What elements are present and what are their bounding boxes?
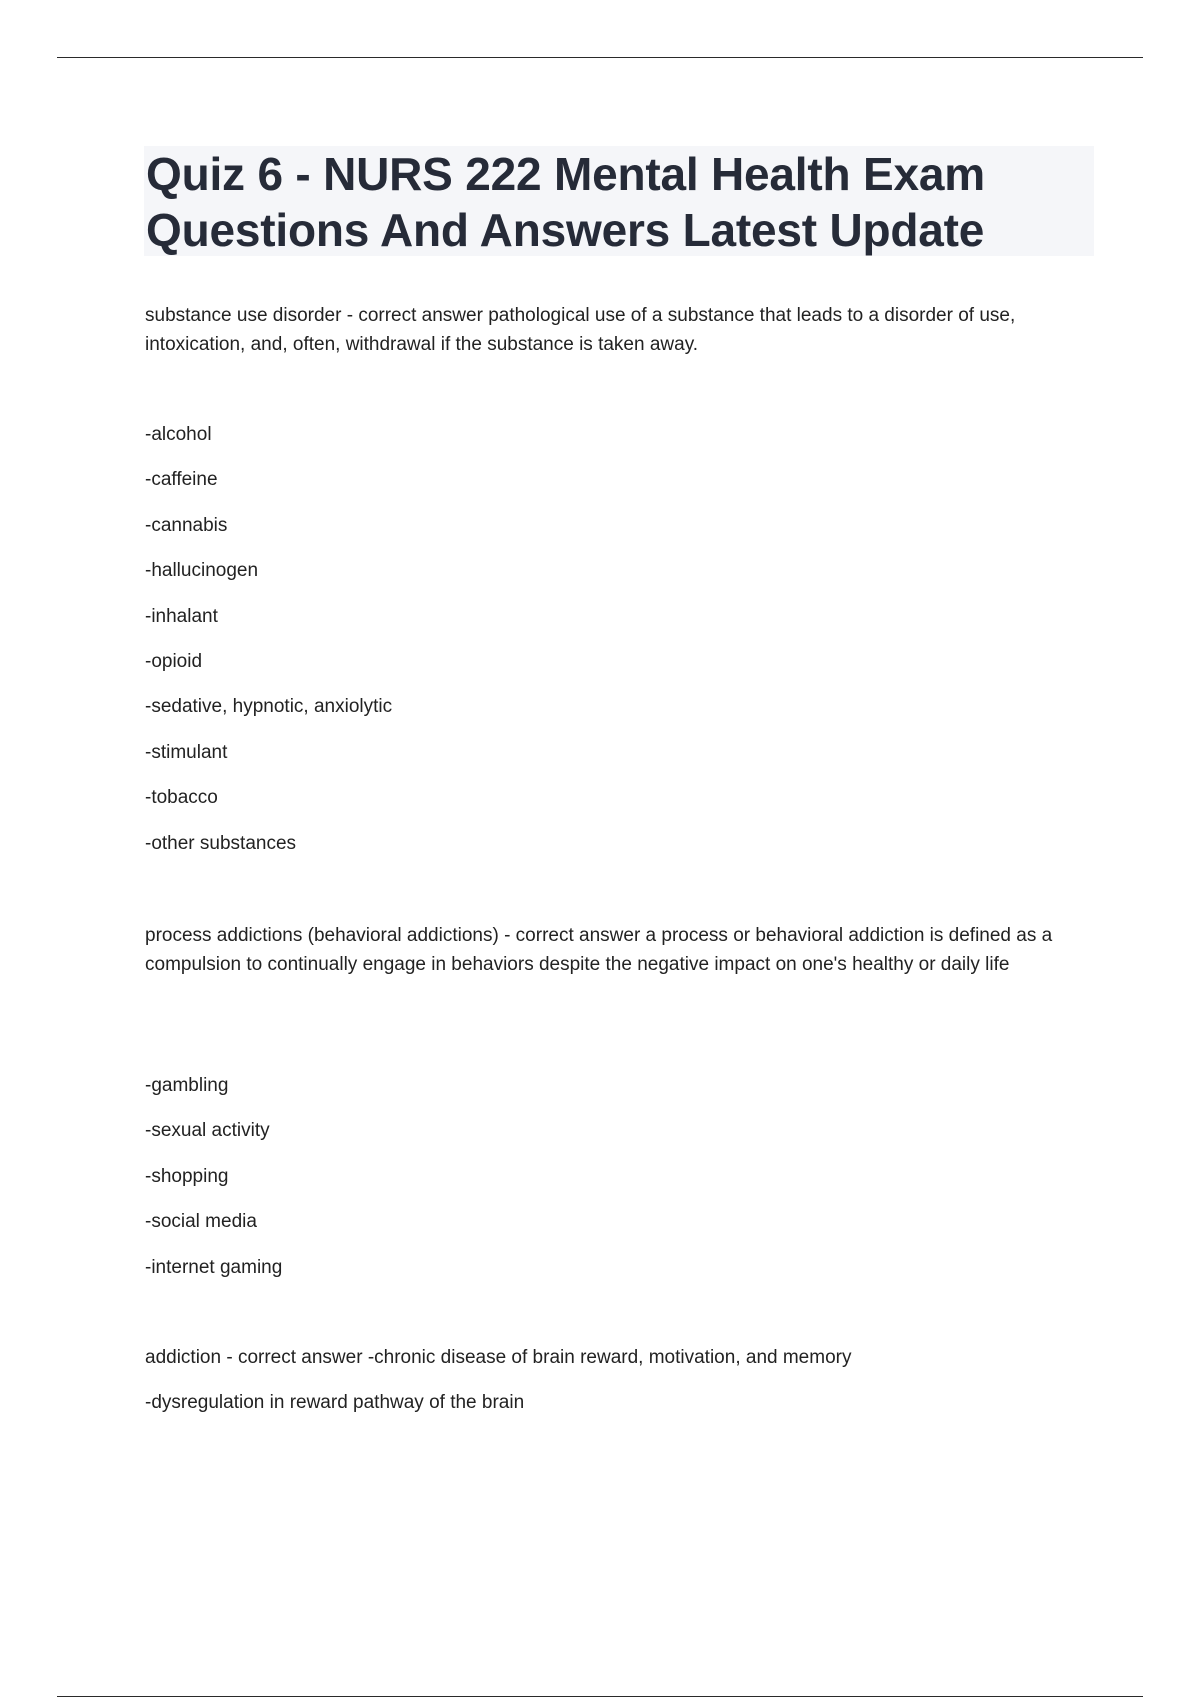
list-item: -social media: [145, 1211, 257, 1233]
list-item: -gambling: [145, 1075, 229, 1096]
list-item: -tobacco: [145, 787, 218, 809]
list-item: -cannabis: [145, 514, 228, 536]
list-item: -inhalant: [145, 605, 218, 627]
definition-substance-use-disorder: substance use disorder - correct answer pathological use of a substance that leads to a disorder of use, intoxication, and, often, withdrawal if the substance is taken away.: [145, 305, 1016, 355]
list-item: -sexual activity: [145, 1120, 270, 1142]
list-item: -shopping: [145, 1165, 229, 1187]
list-item: -hallucinogen: [145, 560, 259, 582]
definition-process-addictions: process addictions (behavioral addictions) - correct answer a process or behavioral addiction is defined as a compulsion to continually engage in behaviors despite the negative impact on one's healthy or daily life: [145, 925, 1053, 975]
list-item: -stimulant: [145, 741, 228, 763]
list-item: -internet gaming: [145, 1256, 283, 1278]
list-item: -other substances: [145, 832, 297, 854]
list-item: -caffeine: [145, 469, 218, 491]
substance-list: [145, 420, 1095, 874]
addiction-list: [145, 1388, 1095, 1433]
header-rule: [57, 57, 1143, 58]
footer-rule: [57, 1696, 1143, 1697]
title-block: [144, 146, 1094, 256]
document-title: Quiz 6 - NURS 222 Mental Health Exam Questions And Answers Latest Update: [146, 148, 985, 256]
process-addiction-list: [145, 1071, 1095, 1298]
list-item: -opioid: [145, 650, 203, 672]
list-item: -sedative, hypnotic, anxiolytic: [145, 696, 393, 718]
list-item: -dysregulation in reward pathway of the brain: [145, 1392, 525, 1413]
list-item: -alcohol: [145, 424, 212, 445]
definition-addiction: addiction - correct answer -chronic disease of brain reward, motivation, and memory: [145, 1347, 852, 1368]
